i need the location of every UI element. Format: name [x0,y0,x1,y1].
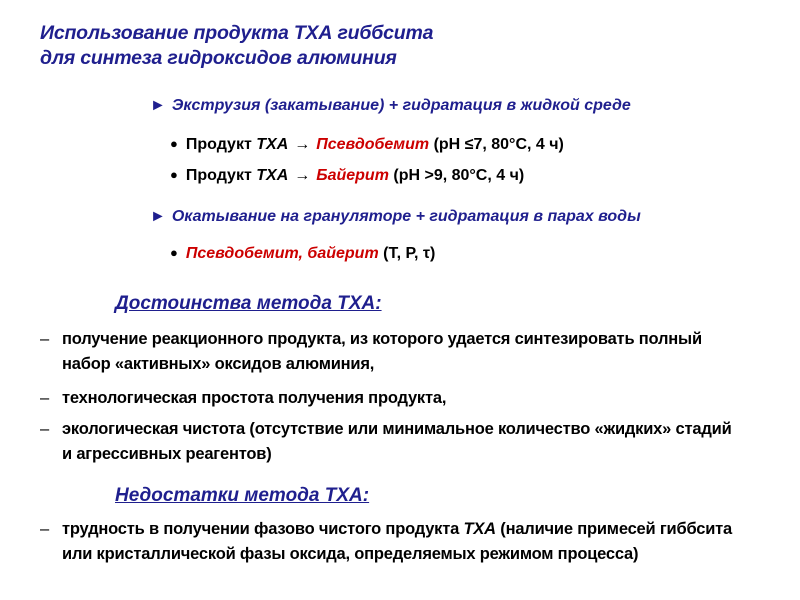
dash-marker: – [40,330,49,348]
advantage-item [40,417,732,467]
disadvantages-heading: Недостатки метода ТХА: [115,485,370,506]
method-granulator-label: Окатывание на грануляторе + гидратация в парах воды [171,208,641,225]
item-text: трудность в получении фазово чистого продукта [62,520,464,538]
slide-title [40,21,433,71]
right-arrow-icon: → [294,136,311,153]
conditions-text: (Т, Р, τ) [383,245,436,262]
dash-marker: – [40,520,49,538]
tha-label: ТХА [463,520,496,538]
advantage-item [40,386,446,411]
conditions-text: (рН ≤7, 80°С, 4 ч) [433,136,564,153]
item-line: и агрессивных реагентов) [62,445,272,463]
bullet-dot-icon: ● [170,245,178,260]
tha-label: ТХА [256,167,289,184]
bullet-pseudoboehmite [170,136,564,154]
bullet-dot-icon: ● [170,167,178,182]
item-text: (наличие примесей гиббсита [495,520,733,538]
disadvantage-item [40,517,732,567]
method-extrusion-label: Экструзия (закатывание) + гидратация в жидкой среде [171,97,631,114]
right-arrow-icon: → [294,167,311,184]
phase-pseudoboehmite: Псевдобемит [316,136,430,153]
advantage-item [40,327,702,377]
advantages-heading: Достоинства метода ТХА: [115,293,382,314]
tha-label: ТХА [256,136,289,153]
conditions-text: (рН >9, 80°С, 4 ч) [393,167,525,184]
dash-marker: – [40,389,49,407]
title-line-1: Использование продукта ТХА гиббсита [40,22,434,44]
item-line: экологическая чистота (отсутствие или минимальное количество «жидких» стадий [62,420,732,438]
method-granulator [150,208,641,226]
item-line: получение реакционного продукта, из которого удается синтезировать полный [62,330,702,348]
bullet-dot-icon: ● [170,136,178,151]
triangle-arrow-icon: ► [150,208,166,225]
item-line: технологическая простота получения продукта, [62,389,447,407]
phase-bayerite: Байерит [316,167,389,184]
bullet-phases [170,245,435,263]
item-line [62,517,732,542]
phases-pseudoboehmite-bayerite: Псевдобемит, байерит [185,245,379,262]
bullet-prefix: Продукт [185,167,252,184]
method-extrusion [150,97,631,115]
item-line: или кристаллической фазы оксида, определяемых режимом процесса) [62,545,639,563]
item-line: набор «активных» оксидов алюминия, [62,355,375,373]
triangle-arrow-icon: ► [150,97,166,114]
title-line-2: для синтеза гидроксидов алюминия [40,47,397,69]
bullet-prefix: Продукт [185,136,252,153]
dash-marker: – [40,420,49,438]
bullet-bayerite [170,167,524,185]
